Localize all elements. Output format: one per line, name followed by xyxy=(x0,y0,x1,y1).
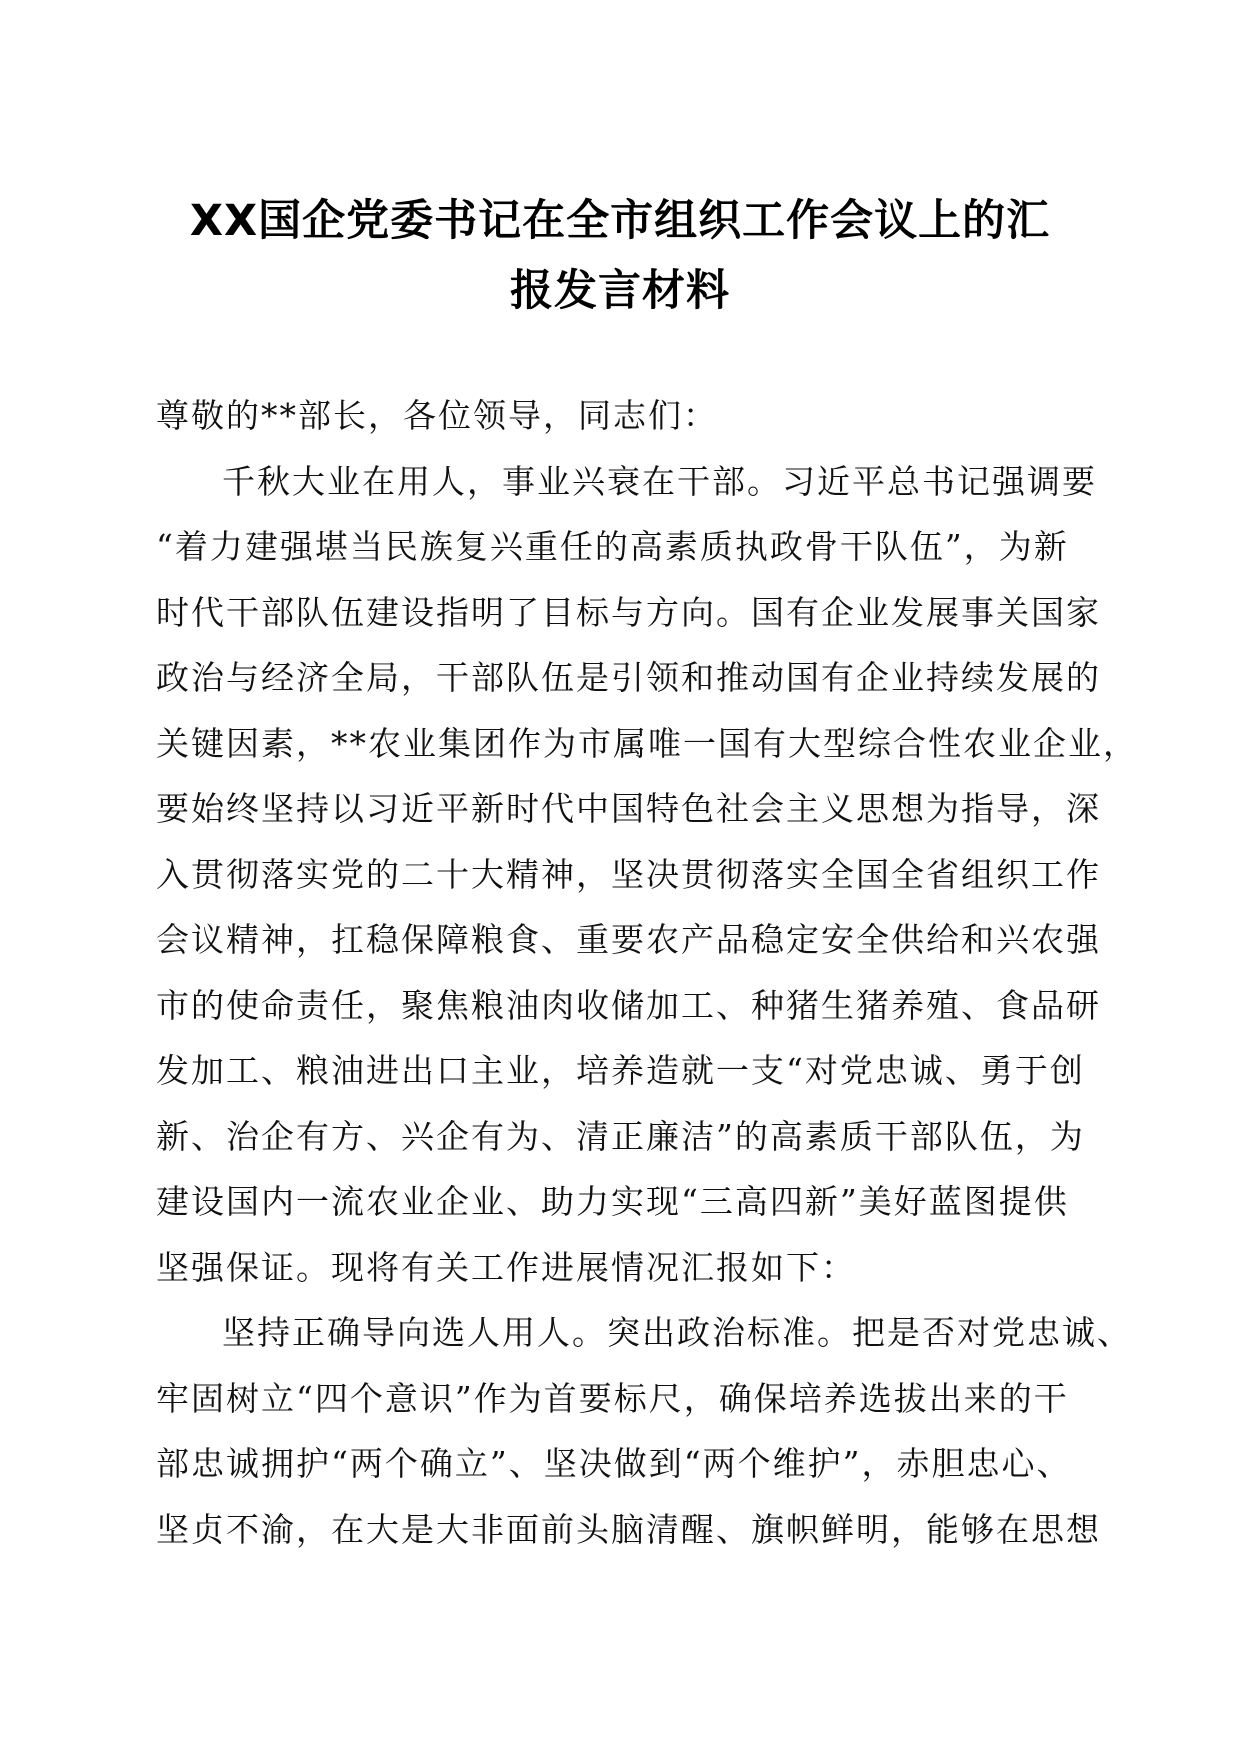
paragraph-line: 市的使命责任，聚焦粮油肉收储加工、种猪生猪养殖、食品研 xyxy=(156,985,1101,1025)
paragraph-line: 关键因素，**农业集团作为市属唯一国有大型综合性农业企业， xyxy=(156,723,1138,763)
paragraph-line: 会议精神，扛稳保障粮食、重要农产品稳定安全供给和兴农强 xyxy=(156,920,1101,959)
paragraph-line: 坚强保证。现将有关工作进展情况汇报如下： xyxy=(156,1247,856,1287)
paragraph-line: “着力建强堪当民族复兴重任的高素质执政骨干队伍”，为新 xyxy=(156,527,1069,566)
paragraph-line: 部忠诚拥护“两个确立”、坚决做到“两个维护”，赤胆忠心、 xyxy=(156,1444,1072,1483)
paragraph-line: 入贯彻落实党的二十大精神，坚决贯彻落实全国全省组织工作 xyxy=(156,854,1101,894)
document-body xyxy=(156,383,1138,1562)
title-line: XX国企党委书记在全市组织工作会议上的汇 xyxy=(189,196,1051,246)
paragraph-line: 建设国内一流农业企业、助力实现“三高四新”美好蓝图提供 xyxy=(156,1182,1069,1221)
paragraph-line: 发加工、粮油进出口主业，培养造就一支“对党忠诚、勇于创 xyxy=(156,1051,1085,1090)
title-line: 报发言材料 xyxy=(510,266,730,316)
paragraph-line: 政治与经济全局，干部队伍是引领和推动国有企业持续发展的 xyxy=(156,658,1101,697)
paragraph-line: 千秋大业在用人，事业兴衰在干部。习近平总书记强调要 xyxy=(222,461,1097,501)
paragraph-line: 坚持正确导向选人用人。突出政治标准。把是否对党忠诚、 xyxy=(222,1313,1132,1352)
document-title xyxy=(130,186,1110,326)
salutation-line: 尊敬的**部长，各位领导，同志们： xyxy=(156,396,718,435)
paragraph-line: 坚贞不渝，在大是大非面前头脑清醒、旗帜鲜明，能够在思想 xyxy=(156,1509,1101,1549)
paragraph-line: 新、治企有方、兴企有为、清正廉洁”的高素质干部队伍，为 xyxy=(156,1116,1085,1156)
paragraph-line: 时代干部队伍建设指明了目标与方向。国有企业发展事关国家 xyxy=(156,592,1101,632)
paragraph-line: 要始终坚持以习近平新时代中国特色社会主义思想为指导，深 xyxy=(156,789,1101,828)
paragraph-line: 牢固树立“四个意识”作为首要标尺，确保培养选拔出来的干 xyxy=(156,1378,1069,1418)
